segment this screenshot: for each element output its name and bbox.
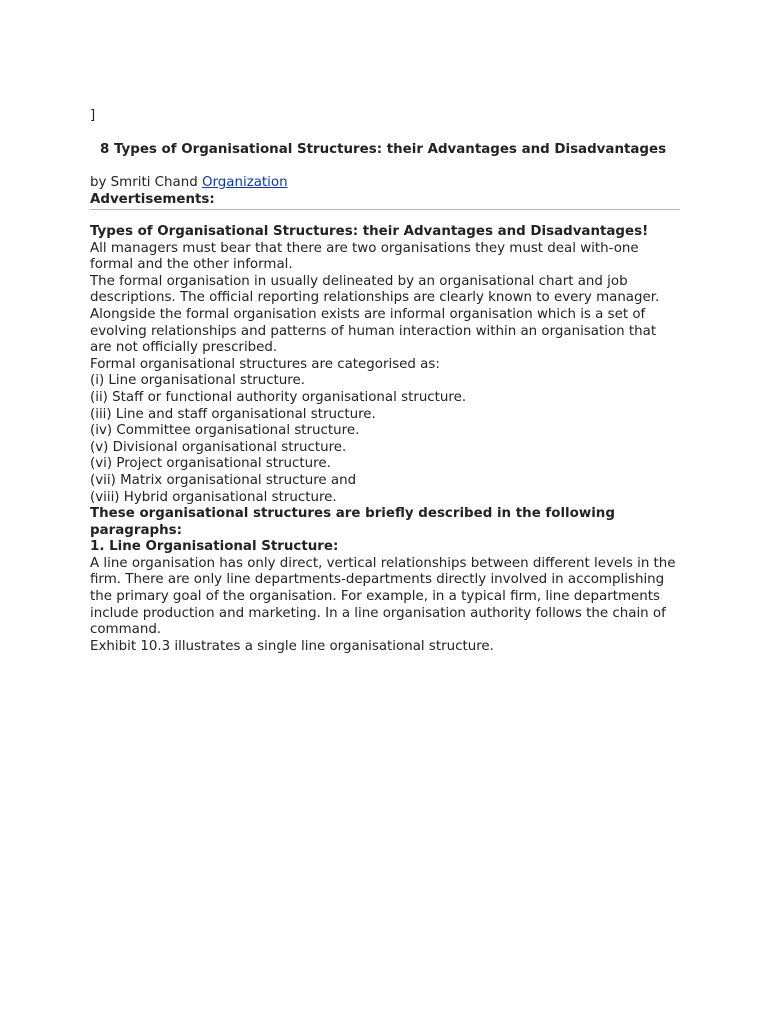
paragraph-line-organisation: A line organisation has only direct, vertical relationships between different levels in the firm. There are only line departments-departments directly involved in accomplishing the primary goal of the organisation. For example, in a typical firm, line departments include production and marketing. In a line organisation authority follows the chain of command.	[90, 555, 676, 638]
list-item: (v) Divisional organisational structure.	[90, 439, 347, 455]
page-title: 8 Types of Organisational Structures: their Advantages and Disadvantages	[100, 142, 667, 157]
list-item: (iv) Committee organisational structure.	[90, 423, 360, 439]
list-item: (iii) Line and staff organisational structure.	[90, 406, 376, 422]
paragraph-categories: Formal organisational structures are categorised as:	[90, 356, 440, 372]
byline-author: by Smriti Chand	[90, 175, 202, 190]
divider	[90, 209, 680, 210]
list-item: (vi) Project organisational structure.	[90, 456, 331, 472]
article-body	[90, 224, 680, 655]
list-item: (ii) Staff or functional authority organisational structure.	[90, 389, 467, 405]
paragraph-intro: All managers must bear that there are two organisations they must deal with-one formal and the other informal.	[90, 240, 639, 273]
category-link[interactable]: Organization	[201, 175, 288, 190]
article-heading: Types of Organisational Structures: their Advantages and Disadvantages!	[90, 224, 649, 239]
byline	[90, 175, 288, 192]
paragraph-formal: The formal organisation in usually delineated by an organisational chart and job descriptions. The official reporting relationships are clearly known to every manager. Alongside the formal organisation exists are informal organisation which is a set of evolving relationships and patterns of human interaction within an organisation that are not officially prescribed.	[90, 273, 660, 356]
section-heading: 1. Line Organisational Structure:	[90, 539, 339, 555]
list-item: (viii) Hybrid organisational structure.	[90, 489, 337, 505]
list-item: (vii) Matrix organisational structure and	[90, 472, 357, 488]
subheading: These organisational structures are briefly described in the following paragraphs:	[90, 506, 615, 538]
list-item: (i) Line organisational structure.	[90, 373, 306, 389]
advertisements-label: Advertisements:	[90, 192, 215, 207]
paragraph-exhibit: Exhibit 10.3 illustrates a single line organisational structure.	[90, 638, 494, 654]
stray-bracket: ]	[90, 108, 96, 123]
